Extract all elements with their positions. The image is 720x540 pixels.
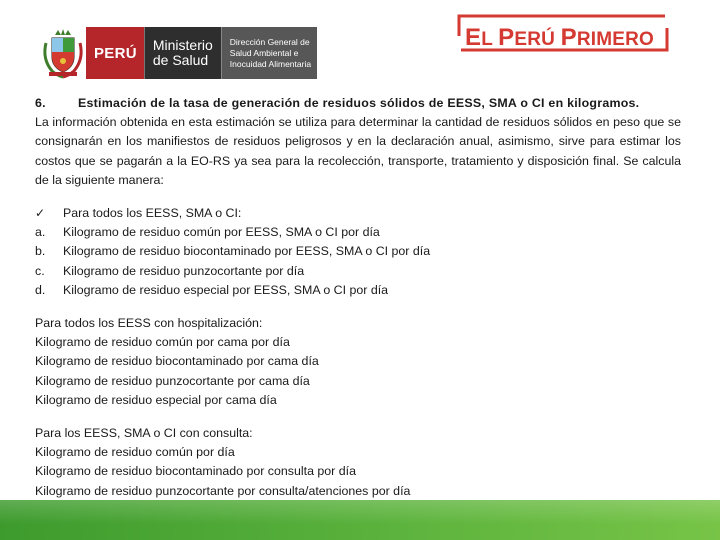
- block-title: Para todos los EESS con hospitalización:: [35, 316, 263, 331]
- block-line: Kilogramo de residuo biocontaminado por consulta por día: [35, 464, 356, 479]
- block-line: Kilogramo de residuo común por día: [35, 445, 235, 460]
- list-item-text: Kilogramo de residuo común por EESS, SMA o CI por día: [63, 225, 380, 240]
- block-line: Kilogramo de residuo punzocortante por consulta/atenciones por día: [35, 483, 411, 498]
- direction-name: [221, 27, 317, 79]
- ministry-line: Ministerio: [152, 37, 213, 53]
- brand-letters: ERÚ: [514, 29, 556, 50]
- direction-line: Inocuidad Alimentaria: [229, 58, 312, 69]
- direction-line: Salud Ambiental e: [229, 47, 299, 58]
- list-marker: b.: [35, 244, 46, 259]
- section-heading: [35, 94, 681, 113]
- minsa-logo: [40, 27, 317, 79]
- ministry-line: de Salud: [152, 52, 209, 68]
- list-marker: a.: [35, 225, 46, 240]
- general-list: [35, 204, 681, 300]
- list-item: [35, 223, 681, 242]
- direction-line: Dirección General de: [229, 36, 310, 47]
- el-peru-primero-logo: [455, 14, 671, 52]
- list-item: [35, 281, 681, 300]
- section-number: 6.: [35, 96, 46, 110]
- section-title: Estimación de la tasa de generación de residuos sólidos de EESS, SMA o CI en kilogramos.: [78, 96, 640, 110]
- hospitalization-block: [35, 314, 681, 410]
- brand-letter: E: [465, 24, 482, 51]
- list-marker: d.: [35, 282, 46, 297]
- block-title: Para los EESS, SMA o CI con consulta:: [35, 426, 253, 441]
- brand-letter: P: [560, 24, 577, 51]
- footer-sheen: [0, 500, 720, 540]
- brand-letter: P: [498, 24, 515, 51]
- list-item: [35, 204, 681, 223]
- list-item: [35, 242, 681, 261]
- brand-letters: L: [481, 29, 493, 50]
- list-item-text: Kilogramo de residuo especial por EESS, SMA o CI por día: [63, 282, 389, 297]
- list-marker: [35, 204, 63, 223]
- list-item-text: Kilogramo de residuo punzocortante por día: [63, 263, 305, 278]
- block-line: Kilogramo de residuo especial por cama día: [35, 392, 277, 407]
- list-item-text: Kilogramo de residuo biocontaminado por EESS, SMA o CI por día: [63, 244, 431, 259]
- list-item-text: Para todos los EESS, SMA o CI:: [63, 206, 242, 221]
- brand-wordmark: [465, 24, 654, 52]
- block-line: Kilogramo de residuo biocontaminado por cama día: [35, 354, 319, 369]
- coat-of-arms-icon: [40, 27, 86, 79]
- peru-label: PERÚ: [86, 27, 144, 79]
- check-icon: ✓: [35, 206, 46, 221]
- block-line: Kilogramo de residuo punzocortante por cama día: [35, 373, 310, 388]
- list-marker: c.: [35, 263, 45, 278]
- intro-paragraph: La información obtenida en esta estimación se utiliza para determinar la cantidad de residuos sólidos en peso que se consignarán en los manifiestos de residuos peligrosos y en la declaración anual, asimismo, sirve para estimar los costos que se pagarán a la EO-RS ya sea para la recolección, transporte, tratamiento y disposición final. Se calcula de la siguiente manera:: [35, 115, 681, 187]
- slide-content: [35, 94, 681, 520]
- block-line: Kilogramo de residuo común por cama por día: [35, 335, 290, 350]
- slide-header: [0, 0, 720, 90]
- brand-letters: RIMERO: [576, 29, 655, 50]
- ministry-name: [144, 27, 221, 79]
- list-item: [35, 262, 681, 281]
